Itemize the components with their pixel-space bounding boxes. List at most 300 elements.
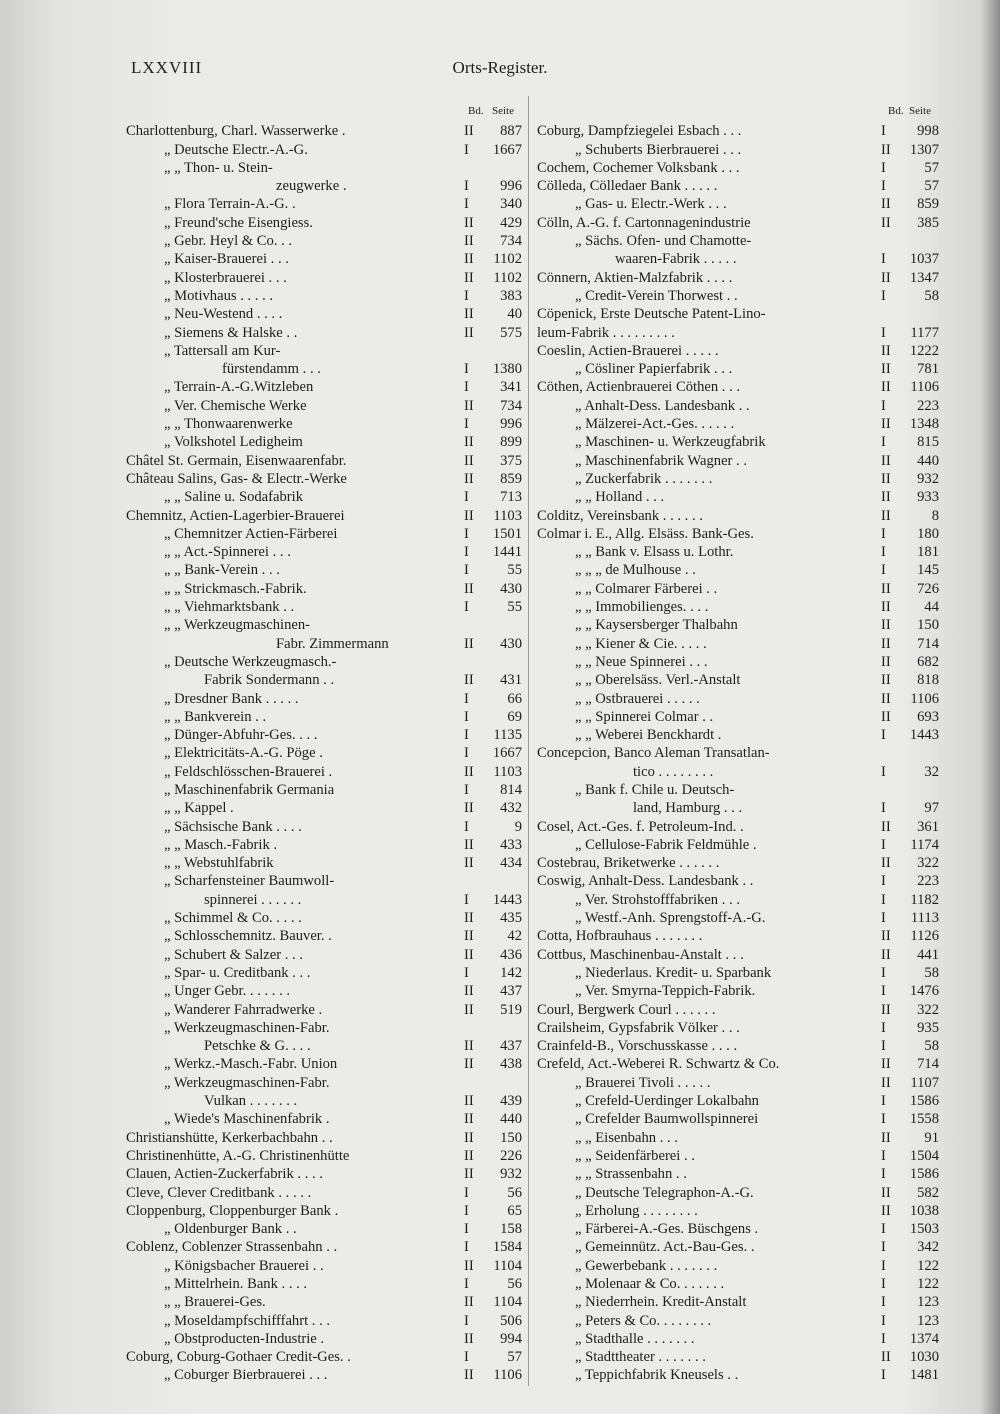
entry-text: „ Wanderer Fahrradwerke .: [164, 1001, 323, 1018]
register-entry: [537, 360, 939, 378]
entry-seite: 56: [507, 1184, 522, 1201]
entry-text: spinnerei . . . . . .: [204, 891, 302, 908]
entry-band: II: [881, 1349, 891, 1366]
entry-text: „ Kaiser-Brauerei . . .: [164, 251, 289, 268]
entry-text: „ „ Strassenbahn . .: [575, 1166, 687, 1183]
register-entry: [537, 726, 939, 744]
register-entry: [126, 1312, 522, 1330]
register-entry: [537, 818, 939, 836]
entry-seite: 1135: [493, 727, 522, 744]
entry-band: I: [881, 800, 886, 817]
entry-seite: 56: [507, 1276, 522, 1292]
entry-seite: 322: [917, 1001, 939, 1018]
entry-seite: 55: [507, 562, 522, 579]
entry-band: I: [881, 873, 886, 890]
entry-seite: 814: [500, 781, 522, 798]
register-entry: [126, 433, 522, 451]
entry-seite: 1380: [492, 361, 522, 378]
register-entry: [126, 1001, 522, 1019]
entry-text: „ Dresdner Bank . . . . .: [164, 690, 299, 707]
entry-text: „ Ver. Chemische Werke: [164, 397, 307, 414]
register-entry: [126, 195, 522, 213]
entry-text: „ Teppichfabrik Kneusels . .: [575, 1367, 739, 1384]
entry-text: „ Bank f. Chile u. Deutsch-: [575, 781, 735, 798]
entry-text: „ Stadttheater . . . . . . .: [575, 1349, 706, 1366]
entry-text: „ „ Saline u. Sodafabrik: [164, 489, 304, 506]
entry-text: leum-Fabrik . . . . . . . . .: [537, 324, 675, 341]
entry-band: II: [464, 214, 474, 231]
register-entry: [126, 561, 522, 579]
entry-band: I: [464, 562, 469, 579]
register-entry: [537, 744, 939, 762]
entry-seite: 1104: [493, 1294, 522, 1311]
entry-seite: 1558: [909, 1111, 939, 1128]
entry-band: II: [464, 983, 474, 1000]
register-entry: [537, 1257, 939, 1275]
register-entry: [537, 1238, 939, 1256]
entry-band: II: [881, 580, 891, 597]
entry-seite: 123: [917, 1294, 939, 1311]
entry-text: „ „ Webstuhlfabrik: [164, 855, 274, 872]
register-entry: [537, 122, 939, 140]
register-entry: [126, 122, 522, 140]
entry-band: I: [464, 489, 469, 506]
entry-seite: 726: [917, 580, 939, 597]
entry-text: Cosel, Act.-Ges. f. Petroleum-Ind. .: [537, 818, 744, 835]
register-entry: [537, 891, 939, 909]
entry-text: Courl, Bergwerk Courl . . . . . .: [537, 1001, 716, 1018]
entry-band: I: [881, 123, 886, 140]
register-entry: [126, 927, 522, 945]
entry-band: II: [881, 196, 891, 213]
register-entry: [126, 1092, 522, 1110]
entry-band: I: [464, 708, 469, 725]
entry-seite: 123: [917, 1312, 939, 1329]
register-entry: [537, 287, 939, 305]
register-entry: [537, 1293, 939, 1311]
column-divider: [528, 96, 529, 1386]
entry-seite: 440: [917, 452, 939, 469]
entry-text: Fabrik Sondermann . .: [204, 672, 335, 689]
entry-text: „ Cösliner Papierfabrik . . .: [575, 361, 733, 378]
entry-text: „ Crefelder Baumwollspinnerei: [575, 1111, 759, 1128]
entry-seite: 1222: [909, 342, 939, 359]
register-entry: [126, 269, 522, 287]
entry-seite: 859: [917, 196, 939, 213]
entry-seite: 519: [500, 1001, 522, 1018]
entry-text: „ Brauerei Tivoli . . . . .: [575, 1074, 711, 1091]
entry-text: Cölln, A.-G. f. Cartonnagenindustrie: [537, 214, 751, 231]
entry-text: Cochem, Cochemer Volksbank . . .: [537, 159, 740, 176]
entry-band: II: [881, 269, 891, 286]
register-entry: [126, 415, 522, 433]
entry-band: I: [464, 727, 469, 744]
entry-text: „ Gemeinnütz. Act.-Bau-Ges. .: [575, 1239, 755, 1256]
entry-text: „ „ Kappel .: [164, 800, 234, 817]
entry-text: „ Mälzerei-Act.-Ges. . . . . .: [575, 416, 735, 433]
register-entry: [126, 872, 522, 890]
register-entry: [126, 982, 522, 1000]
register-entry: [126, 507, 522, 525]
entry-band: I: [464, 141, 469, 158]
entry-seite: 223: [917, 397, 939, 414]
entry-band: II: [464, 1129, 474, 1146]
entry-text: Chemnitz, Actien-Lagerbier-Brauerei: [126, 507, 345, 524]
entry-seite: 994: [500, 1330, 522, 1347]
entry-text: Coburg, Dampfziegelei Esbach . . .: [537, 123, 742, 140]
entry-text: Colditz, Vereinsbank . . . . . .: [537, 507, 703, 524]
entry-text: „ Erholung . . . . . . . .: [575, 1202, 698, 1219]
entry-text: „ „ Kaysersberger Thalbahn: [575, 617, 738, 634]
entry-band: I: [881, 891, 886, 908]
register-entry: [537, 470, 939, 488]
entry-text: „ „ Weberei Benckhardt .: [575, 727, 722, 744]
entry-seite: 440: [500, 1111, 522, 1128]
entry-seite: 1106: [910, 379, 939, 396]
register-entry: [126, 141, 522, 159]
register-entry: [537, 397, 939, 415]
entry-text: „ Mittelrhein. Bank . . . .: [164, 1276, 308, 1292]
entry-text: Christianshütte, Kerkerbachbahn . .: [126, 1129, 333, 1146]
entry-text: „ Niederlaus. Kredit- u. Sparbank: [575, 964, 772, 981]
entry-text: fürstendamm . . .: [222, 361, 321, 378]
entry-text: „ Werkz.-Masch.-Fabr. Union: [164, 1056, 338, 1073]
page-title: Orts-Register.: [452, 58, 548, 77]
entry-text: „ Neu-Westend . . . .: [164, 306, 283, 323]
register-entry: [537, 324, 939, 342]
register-entry: [537, 1074, 939, 1092]
register-entry: [126, 1037, 522, 1055]
entry-band: I: [464, 781, 469, 798]
entry-text: zeugwerke .: [276, 178, 347, 195]
entry-text: „ „ Brauerei-Ges.: [164, 1294, 266, 1311]
entry-seite: 713: [500, 489, 522, 506]
entry-text: „ Oldenburger Bank . .: [164, 1221, 297, 1238]
register-entry: [537, 946, 939, 964]
register-entry: [126, 1275, 522, 1293]
entry-seite: 1476: [909, 983, 939, 1000]
register-entry: [537, 543, 939, 561]
entry-seite: 180: [917, 525, 939, 542]
entry-seite: 145: [917, 562, 939, 579]
register-entry: [537, 452, 939, 470]
entry-seite: 859: [500, 470, 522, 487]
entry-text: „ Gebr. Heyl & Co. . .: [164, 233, 293, 250]
register-entry: [126, 616, 522, 634]
entry-seite: 341: [500, 379, 522, 396]
register-entry: [537, 763, 939, 781]
entry-text: „ Terrain-A.-G.Witzleben: [164, 379, 314, 396]
entry-band: I: [881, 763, 886, 780]
entry-band: I: [881, 1111, 886, 1128]
entry-band: II: [881, 635, 891, 652]
entry-text: „ Spar- u. Creditbank . . .: [164, 964, 311, 981]
entry-band: I: [464, 1184, 469, 1201]
entry-text: „ Ver. Strohstofffabriken . . .: [575, 891, 740, 908]
register-entry: [126, 177, 522, 195]
entry-band: I: [881, 1221, 886, 1238]
entry-text: „ Königsbacher Brauerei . .: [164, 1257, 324, 1274]
register-entry: [126, 378, 522, 396]
entry-band: I: [881, 1257, 886, 1274]
entry-seite: 1586: [909, 1166, 939, 1183]
register-entry: [126, 818, 522, 836]
entry-seite: 996: [500, 416, 522, 433]
entry-text: „ Schuberts Bierbrauerei . . .: [575, 141, 742, 158]
entry-text: „ Credit-Verein Thorwest . .: [575, 287, 738, 304]
entry-seite: 1347: [909, 269, 939, 286]
seite-header: Seite: [909, 105, 931, 117]
entry-text: „ Scharfensteiner Baumwoll-: [164, 873, 335, 890]
entry-seite: 781: [917, 361, 939, 378]
entry-band: I: [881, 910, 886, 927]
entry-seite: 385: [917, 214, 939, 231]
entry-seite: 1103: [493, 507, 522, 524]
entry-seite: 1667: [492, 141, 522, 158]
entry-band: I: [464, 525, 469, 542]
entry-band: II: [881, 818, 891, 835]
entry-band: II: [881, 1184, 891, 1201]
entry-seite: 439: [500, 1093, 522, 1110]
entry-text: „ Freund'sche Eisengiess.: [164, 214, 313, 231]
entry-band: II: [881, 141, 891, 158]
register-entry: [537, 378, 939, 396]
entry-text: „ Werkzeugmaschinen-Fabr.: [164, 1074, 330, 1091]
right-column-header: [537, 104, 939, 122]
entry-text: „ Dünger-Abfuhr-Ges. . . .: [164, 727, 318, 744]
register-entry: [537, 141, 939, 159]
register-entry: [537, 159, 939, 177]
entry-text: „ Motivhaus . . . . .: [164, 287, 274, 304]
entry-band: II: [464, 397, 474, 414]
entry-text: „ „ Thon- u. Stein-: [164, 159, 273, 176]
entry-seite: 1102: [493, 251, 522, 268]
entry-text: Cöpenick, Erste Deutsche Patent-Lino-: [537, 306, 766, 323]
entry-text: „ Elektricitäts-A.-G. Pöge .: [164, 745, 323, 762]
register-entry: [537, 525, 939, 543]
register-entry: [126, 1019, 522, 1037]
entry-text: Cöthen, Actienbrauerei Cöthen . . .: [537, 379, 741, 396]
register-entry: [537, 927, 939, 945]
entry-seite: 693: [917, 708, 939, 725]
entry-seite: 150: [917, 617, 939, 634]
entry-seite: 506: [500, 1312, 522, 1329]
entry-seite: 714: [917, 635, 939, 652]
entry-seite: 1503: [909, 1221, 939, 1238]
entry-seite: 437: [500, 1038, 522, 1055]
entry-seite: 582: [917, 1184, 939, 1201]
entry-text: „ Schubert & Salzer . . .: [164, 946, 304, 963]
entry-band: I: [881, 1093, 886, 1110]
register-entry: [126, 1055, 522, 1073]
register-entry: [537, 580, 939, 598]
entry-text: „ Schimmel & Co. . . . .: [164, 910, 302, 927]
entry-band: II: [464, 507, 474, 524]
entry-seite: 932: [917, 470, 939, 487]
entry-band: II: [464, 1367, 474, 1384]
register-entry: [126, 452, 522, 470]
register-entry: [537, 909, 939, 927]
register-entry: [537, 1348, 939, 1366]
entry-text: Châtel St. Germain, Eisenwaarenfabr.: [126, 452, 347, 469]
entry-band: I: [881, 525, 886, 542]
register-entry: [126, 305, 522, 323]
register-entry: [537, 1220, 939, 1238]
register-entry: [126, 744, 522, 762]
register-entry: [537, 836, 939, 854]
entry-text: „ Maschinen- u. Werkzeugfabrik: [575, 434, 766, 451]
register-entry: [126, 1184, 522, 1202]
entry-band: I: [464, 544, 469, 561]
entry-seite: 437: [500, 983, 522, 1000]
entry-text: „ Werkzeugmaschinen-Fabr.: [164, 1019, 330, 1036]
entry-seite: 436: [500, 946, 522, 963]
entry-band: II: [464, 233, 474, 250]
page-number: LXXVIII: [131, 58, 203, 77]
entry-band: I: [881, 1312, 886, 1329]
entry-band: II: [464, 928, 474, 945]
entry-band: II: [881, 379, 891, 396]
entry-text: „ Schlosschemnitz. Bauver. .: [164, 928, 332, 945]
entry-text: Château Salins, Gas- & Electr.-Werke: [126, 470, 347, 487]
entry-band: II: [881, 416, 891, 433]
register-entry: [537, 507, 939, 525]
entry-text: „ Zuckerfabrik . . . . . . .: [575, 470, 713, 487]
entry-band: I: [464, 745, 469, 762]
register-entry: [126, 232, 522, 250]
entry-seite: 887: [500, 123, 522, 140]
entry-band: I: [464, 1239, 469, 1256]
register-entry: [537, 781, 939, 799]
entry-text: „ Siemens & Halske . .: [164, 324, 298, 341]
register-entry: [537, 616, 939, 634]
entry-band: II: [464, 672, 474, 689]
register-entry: [537, 1330, 939, 1348]
entry-band: II: [881, 1202, 891, 1219]
entry-text: Cleve, Clever Creditbank . . . . .: [126, 1184, 312, 1201]
entry-seite: 226: [500, 1147, 522, 1164]
entry-band: I: [464, 1202, 469, 1219]
entry-text: „ Tattersall am Kur-: [164, 342, 281, 359]
entry-seite: 361: [917, 818, 939, 835]
register-entry: [126, 964, 522, 982]
register-entry: [126, 946, 522, 964]
register-entry: [126, 836, 522, 854]
entry-text: Crailsheim, Gypsfabrik Völker . . .: [537, 1019, 740, 1036]
entry-band: I: [881, 178, 886, 195]
register-entry: [126, 1220, 522, 1238]
register-entry: [126, 1110, 522, 1128]
entry-band: II: [881, 599, 891, 616]
entry-text: „ „ Act.-Spinnerei . . .: [164, 544, 291, 561]
register-entry: [537, 214, 939, 232]
register-entry: [126, 470, 522, 488]
entry-band: II: [464, 1056, 474, 1073]
entry-band: I: [881, 1019, 886, 1036]
entry-seite: 1030: [909, 1349, 939, 1366]
register-entry: [126, 342, 522, 360]
entry-band: II: [464, 306, 474, 323]
entry-seite: 44: [924, 599, 939, 616]
entry-band: II: [881, 342, 891, 359]
register-entry: [126, 854, 522, 872]
entry-text: „ Unger Gebr. . . . . . .: [164, 983, 291, 1000]
register-entry: [126, 214, 522, 232]
register-entry: [537, 433, 939, 451]
register-entry: [126, 580, 522, 598]
entry-seite: 682: [917, 653, 939, 670]
register-entry: [537, 1275, 939, 1293]
entry-band: I: [881, 836, 886, 853]
entry-band: II: [881, 507, 891, 524]
band-header: Bd.: [888, 105, 904, 117]
entry-text: „ „ Colmarer Färberei . .: [575, 580, 718, 597]
register-entry: [126, 488, 522, 506]
entry-seite: 1501: [492, 525, 522, 542]
entry-text: land, Hamburg . . .: [633, 800, 743, 817]
entry-band: I: [881, 1276, 886, 1292]
register-entry: [126, 324, 522, 342]
entry-seite: 1038: [909, 1202, 939, 1219]
right-entries: [537, 122, 939, 1384]
entry-seite: 1504: [909, 1147, 939, 1164]
entry-text: „ Molenaar & Co. . . . . . .: [575, 1276, 725, 1292]
entry-text: tico . . . . . . . .: [633, 763, 714, 780]
entry-seite: 434: [500, 855, 522, 872]
entry-seite: 431: [500, 672, 522, 689]
register-entry: [537, 982, 939, 1000]
entry-seite: 40: [507, 306, 522, 323]
register-entry: [126, 1366, 522, 1384]
entry-band: II: [464, 1111, 474, 1128]
entry-seite: 1103: [493, 763, 522, 780]
entry-text: „ Gas- u. Electr.-Werk . . .: [575, 196, 727, 213]
register-entry: [537, 690, 939, 708]
entry-band: II: [464, 910, 474, 927]
register-entry: [537, 250, 939, 268]
entry-seite: 1667: [492, 745, 522, 762]
entry-band: II: [881, 1001, 891, 1018]
entry-seite: 58: [924, 964, 939, 981]
entry-band: II: [464, 635, 474, 652]
entry-text: „ „ Bankverein . .: [164, 708, 267, 725]
entry-band: I: [881, 727, 886, 744]
seite-header: Seite: [492, 105, 514, 117]
register-entry: [126, 635, 522, 653]
register-entry: [537, 1366, 939, 1384]
entry-band: II: [464, 434, 474, 451]
entry-band: II: [464, 1330, 474, 1347]
register-entry: [126, 1202, 522, 1220]
entry-band: II: [881, 1074, 891, 1091]
register-entry: [537, 1184, 939, 1202]
entry-band: II: [464, 1257, 474, 1274]
entry-seite: 340: [500, 196, 522, 213]
register-entry: [126, 360, 522, 378]
entry-text: „ Deutsche Telegraphon-A.-G.: [575, 1184, 754, 1201]
entry-band: II: [464, 855, 474, 872]
register-entry: [126, 1165, 522, 1183]
entry-band: II: [464, 123, 474, 140]
entry-seite: 734: [500, 397, 522, 414]
entry-seite: 815: [917, 434, 939, 451]
entry-seite: 441: [917, 946, 939, 963]
left-entries: [126, 122, 522, 1384]
entry-seite: 1174: [910, 836, 939, 853]
entry-seite: 322: [917, 855, 939, 872]
register-entry: [537, 232, 939, 250]
entry-seite: 58: [924, 1038, 939, 1055]
